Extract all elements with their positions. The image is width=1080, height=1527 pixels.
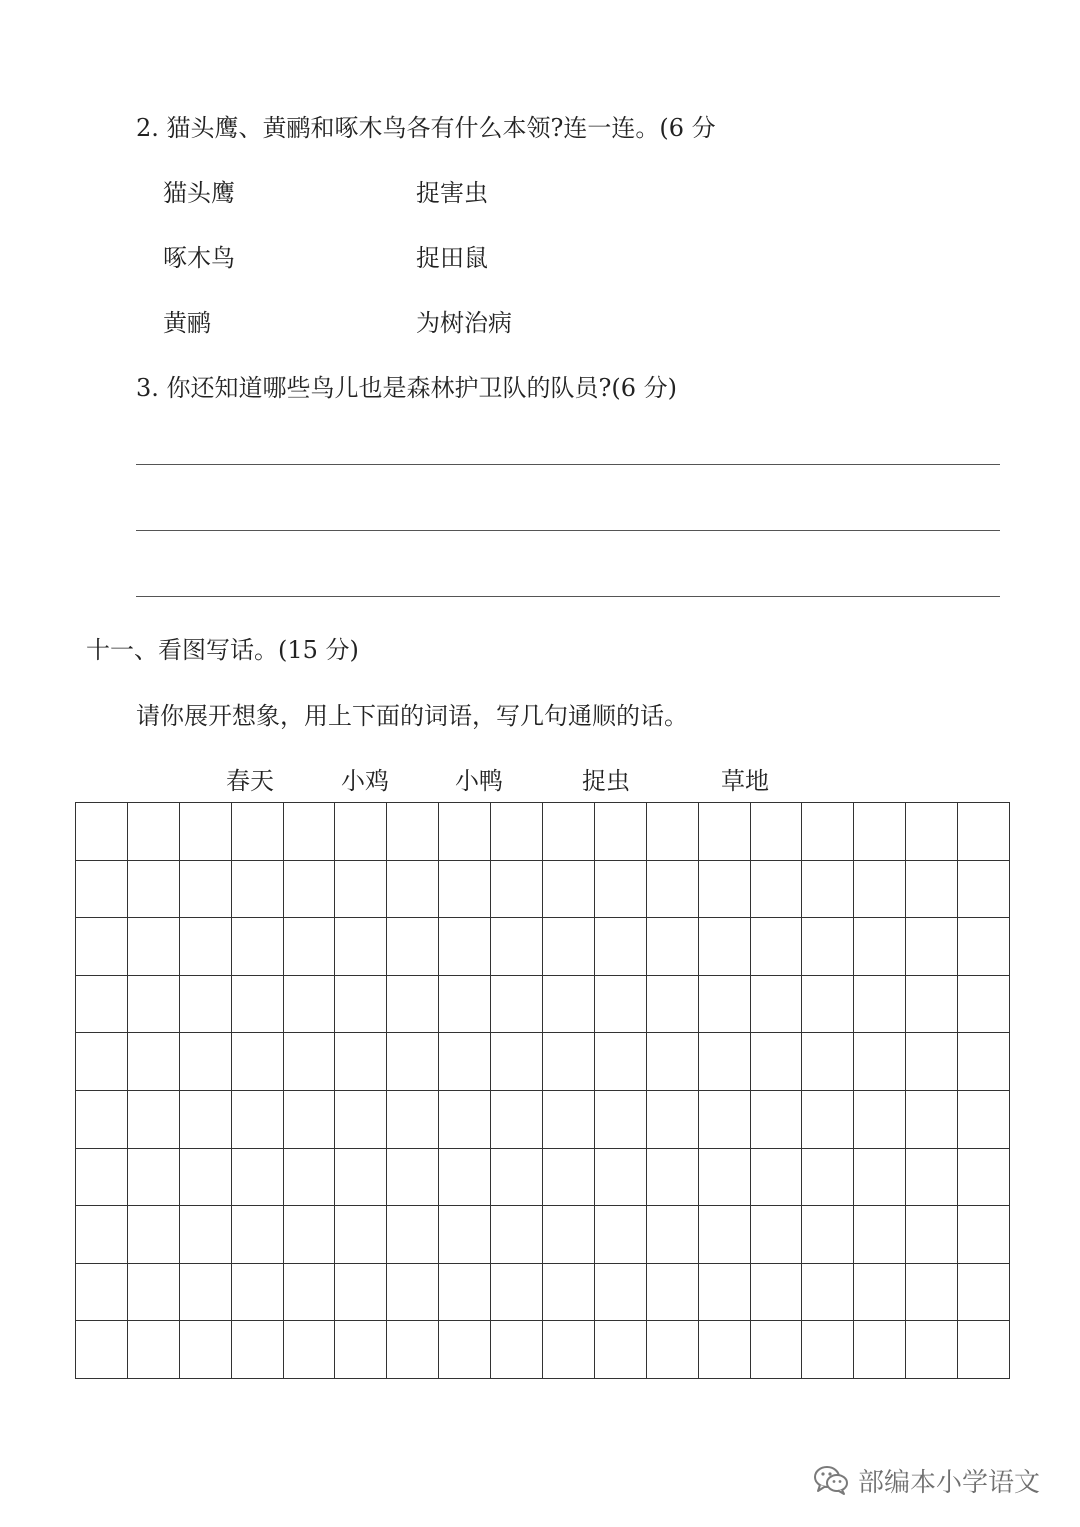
grid-cell[interactable] <box>439 861 491 919</box>
grid-cell[interactable] <box>335 1264 387 1322</box>
grid-cell[interactable] <box>958 861 1010 919</box>
grid-cell[interactable] <box>439 1033 491 1091</box>
grid-cell[interactable] <box>180 1033 232 1091</box>
grid-cell[interactable] <box>439 1264 491 1322</box>
keyword: 小鸡 <box>341 767 389 795</box>
grid-cell[interactable] <box>284 976 336 1034</box>
grid-cell[interactable] <box>958 918 1010 976</box>
grid-cell[interactable] <box>232 1149 284 1207</box>
grid-cell[interactable] <box>906 1091 958 1149</box>
grid-cell[interactable] <box>180 976 232 1034</box>
grid-cell[interactable] <box>958 1264 1010 1322</box>
grid-cell[interactable] <box>595 1033 647 1091</box>
grid-cell[interactable] <box>128 861 180 919</box>
grid-cell[interactable] <box>128 1321 180 1379</box>
grid-cell[interactable] <box>76 1321 128 1379</box>
grid-cell[interactable] <box>699 803 751 861</box>
grid-cell[interactable] <box>335 1149 387 1207</box>
grid-cell[interactable] <box>647 803 699 861</box>
grid-cell[interactable] <box>335 918 387 976</box>
grid-cell[interactable] <box>906 918 958 976</box>
grid-cell[interactable] <box>128 918 180 976</box>
grid-cell[interactable] <box>802 1206 854 1264</box>
grid-cell[interactable] <box>595 1091 647 1149</box>
grid-cell[interactable] <box>906 1206 958 1264</box>
grid-cell[interactable] <box>699 1321 751 1379</box>
grid-cell[interactable] <box>699 1264 751 1322</box>
grid-cell[interactable] <box>699 1033 751 1091</box>
grid-cell[interactable] <box>180 1091 232 1149</box>
grid-cell[interactable] <box>232 1206 284 1264</box>
grid-cell[interactable] <box>284 918 336 976</box>
match-left-item: 啄木鸟 <box>163 244 235 272</box>
grid-cell[interactable] <box>335 1321 387 1379</box>
grid-cell[interactable] <box>76 976 128 1034</box>
grid-cell[interactable] <box>180 803 232 861</box>
watermark-text: 部编本小学语文 <box>858 1467 1041 1498</box>
grid-cell[interactable] <box>595 1206 647 1264</box>
grid-cell[interactable] <box>543 1264 595 1322</box>
match-right-item: 为树治病 <box>416 309 512 337</box>
grid-cell[interactable] <box>439 1206 491 1264</box>
grid-cell[interactable] <box>439 803 491 861</box>
section-11-heading: 十一、看图写话。(15 分) <box>86 636 359 664</box>
grid-cell[interactable] <box>387 976 439 1034</box>
grid-cell[interactable] <box>335 1206 387 1264</box>
grid-cell[interactable] <box>491 1091 543 1149</box>
grid-cell[interactable] <box>751 1091 803 1149</box>
grid-cell[interactable] <box>76 803 128 861</box>
grid-cell[interactable] <box>906 976 958 1034</box>
grid-cell[interactable] <box>854 1206 906 1264</box>
grid-cell[interactable] <box>76 1206 128 1264</box>
grid-cell[interactable] <box>439 976 491 1034</box>
grid-cell[interactable] <box>751 1264 803 1322</box>
grid-cell[interactable] <box>699 861 751 919</box>
grid-cell[interactable] <box>802 1149 854 1207</box>
grid-cell[interactable] <box>751 1149 803 1207</box>
grid-cell[interactable] <box>180 1321 232 1379</box>
grid-cell[interactable] <box>543 976 595 1034</box>
grid-cell[interactable] <box>335 861 387 919</box>
grid-cell[interactable] <box>595 861 647 919</box>
grid-cell[interactable] <box>128 1149 180 1207</box>
answer-line-2[interactable] <box>136 530 1000 531</box>
grid-cell[interactable] <box>543 918 595 976</box>
writing-grid <box>75 802 1010 1379</box>
grid-cell[interactable] <box>387 1033 439 1091</box>
grid-cell[interactable] <box>958 1149 1010 1207</box>
grid-cell[interactable] <box>958 803 1010 861</box>
keyword: 捉虫 <box>582 767 630 795</box>
grid-cell[interactable] <box>491 803 543 861</box>
grid-cell[interactable] <box>854 918 906 976</box>
grid-cell[interactable] <box>128 1264 180 1322</box>
grid-cell[interactable] <box>76 1149 128 1207</box>
grid-cell[interactable] <box>387 803 439 861</box>
grid-cell[interactable] <box>751 976 803 1034</box>
grid-cell[interactable] <box>76 1091 128 1149</box>
grid-cell[interactable] <box>76 1033 128 1091</box>
grid-cell[interactable] <box>284 803 336 861</box>
grid-cell[interactable] <box>128 976 180 1034</box>
grid-cell[interactable] <box>387 1321 439 1379</box>
grid-cell[interactable] <box>491 861 543 919</box>
grid-cell[interactable] <box>802 1091 854 1149</box>
grid-cell[interactable] <box>854 1264 906 1322</box>
grid-cell[interactable] <box>699 918 751 976</box>
grid-cell[interactable] <box>699 1206 751 1264</box>
grid-cell[interactable] <box>854 1091 906 1149</box>
grid-cell[interactable] <box>647 1091 699 1149</box>
answer-line-1[interactable] <box>136 464 1000 465</box>
grid-cell[interactable] <box>595 918 647 976</box>
grid-cell[interactable] <box>76 918 128 976</box>
grid-cell[interactable] <box>335 803 387 861</box>
grid-cell[interactable] <box>543 1033 595 1091</box>
grid-cell[interactable] <box>128 1091 180 1149</box>
answer-line-3[interactable] <box>136 596 1000 597</box>
grid-cell[interactable] <box>802 803 854 861</box>
grid-cell[interactable] <box>232 861 284 919</box>
grid-cell[interactable] <box>699 976 751 1034</box>
grid-cell[interactable] <box>439 1149 491 1207</box>
grid-cell[interactable] <box>595 1264 647 1322</box>
grid-cell[interactable] <box>802 976 854 1034</box>
grid-cell[interactable] <box>647 1033 699 1091</box>
grid-cell[interactable] <box>439 1091 491 1149</box>
grid-cell[interactable] <box>906 803 958 861</box>
match-right-item: 捉害虫 <box>416 179 488 207</box>
grid-cell[interactable] <box>906 1321 958 1379</box>
grid-cell[interactable] <box>854 861 906 919</box>
grid-cell[interactable] <box>439 918 491 976</box>
grid-cell[interactable] <box>647 976 699 1034</box>
grid-cell[interactable] <box>595 1321 647 1379</box>
grid-cell[interactable] <box>906 1264 958 1322</box>
grid-cell[interactable] <box>491 1033 543 1091</box>
grid-cell[interactable] <box>232 1321 284 1379</box>
grid-cell[interactable] <box>854 1321 906 1379</box>
grid-cell[interactable] <box>180 918 232 976</box>
grid-cell[interactable] <box>232 918 284 976</box>
grid-cell[interactable] <box>232 1033 284 1091</box>
section-11-instruction: 请你展开想象，用上下面的词语，写几句通顺的话。 <box>136 702 688 730</box>
grid-cell[interactable] <box>647 1321 699 1379</box>
grid-cell[interactable] <box>491 1321 543 1379</box>
grid-cell[interactable] <box>906 1033 958 1091</box>
grid-cell[interactable] <box>854 976 906 1034</box>
grid-cell[interactable] <box>751 861 803 919</box>
grid-cell[interactable] <box>491 1264 543 1322</box>
grid-cell[interactable] <box>128 1033 180 1091</box>
grid-cell[interactable] <box>76 1264 128 1322</box>
grid-cell[interactable] <box>335 1091 387 1149</box>
grid-cell[interactable] <box>854 1033 906 1091</box>
grid-cell[interactable] <box>543 803 595 861</box>
grid-cell[interactable] <box>751 1206 803 1264</box>
grid-cell[interactable] <box>284 1206 336 1264</box>
grid-cell[interactable] <box>76 861 128 919</box>
grid-cell[interactable] <box>387 1264 439 1322</box>
grid-cell[interactable] <box>647 1206 699 1264</box>
grid-cell[interactable] <box>751 1321 803 1379</box>
grid-cell[interactable] <box>906 1149 958 1207</box>
match-left-item: 猫头鹰 <box>163 179 235 207</box>
grid-cell[interactable] <box>543 1206 595 1264</box>
question-3-title: 3. 你还知道哪些鸟儿也是森林护卫队的队员?(6 分) <box>136 374 678 402</box>
grid-cell[interactable] <box>958 1091 1010 1149</box>
keyword: 小鸭 <box>455 767 503 795</box>
grid-cell[interactable] <box>647 918 699 976</box>
keyword: 草地 <box>721 767 769 795</box>
grid-cell[interactable] <box>958 1321 1010 1379</box>
grid-cell[interactable] <box>491 1206 543 1264</box>
grid-cell[interactable] <box>128 1206 180 1264</box>
grid-cell[interactable] <box>802 1264 854 1322</box>
grid-cell[interactable] <box>491 976 543 1034</box>
grid-cell[interactable] <box>595 1149 647 1207</box>
grid-cell[interactable] <box>232 1264 284 1322</box>
grid-cell[interactable] <box>543 861 595 919</box>
grid-cell[interactable] <box>751 803 803 861</box>
grid-cell[interactable] <box>284 861 336 919</box>
grid-cell[interactable] <box>802 1321 854 1379</box>
grid-cell[interactable] <box>180 1206 232 1264</box>
grid-cell[interactable] <box>491 1149 543 1207</box>
grid-cell[interactable] <box>284 1321 336 1379</box>
grid-cell[interactable] <box>802 1033 854 1091</box>
grid-cell[interactable] <box>802 861 854 919</box>
grid-cell[interactable] <box>232 803 284 861</box>
wechat-icon <box>812 1464 850 1496</box>
grid-cell[interactable] <box>335 1033 387 1091</box>
grid-cell[interactable] <box>128 803 180 861</box>
grid-cell[interactable] <box>180 1149 232 1207</box>
grid-cell[interactable] <box>958 1206 1010 1264</box>
grid-cell[interactable] <box>284 1091 336 1149</box>
grid-cell[interactable] <box>387 1149 439 1207</box>
grid-cell[interactable] <box>232 1091 284 1149</box>
grid-cell[interactable] <box>906 861 958 919</box>
grid-cell[interactable] <box>595 803 647 861</box>
grid-cell[interactable] <box>387 918 439 976</box>
grid-cell[interactable] <box>284 1033 336 1091</box>
match-left-item: 黄鹂 <box>163 309 211 337</box>
grid-cell[interactable] <box>854 803 906 861</box>
grid-cell[interactable] <box>543 1321 595 1379</box>
grid-cell[interactable] <box>854 1149 906 1207</box>
grid-cell[interactable] <box>699 1149 751 1207</box>
grid-cell[interactable] <box>647 1264 699 1322</box>
grid-cell[interactable] <box>232 976 284 1034</box>
grid-cell[interactable] <box>647 1149 699 1207</box>
watermark <box>812 1462 1040 1498</box>
grid-cell[interactable] <box>180 861 232 919</box>
grid-cell[interactable] <box>335 976 387 1034</box>
grid-cell[interactable] <box>699 1091 751 1149</box>
keyword: 春天 <box>226 767 274 795</box>
grid-cell[interactable] <box>284 1149 336 1207</box>
match-right-item: 捉田鼠 <box>416 244 488 272</box>
question-2-title: 2. 猫头鹰、黄鹂和啄木鸟各有什么本领?连一连。(6 分 <box>136 114 716 142</box>
grid-cell[interactable] <box>543 1149 595 1207</box>
grid-cell[interactable] <box>180 1264 232 1322</box>
grid-cell[interactable] <box>802 918 854 976</box>
grid-cell[interactable] <box>958 976 1010 1034</box>
grid-cell[interactable] <box>543 1091 595 1149</box>
grid-cell[interactable] <box>958 1033 1010 1091</box>
grid-cell[interactable] <box>284 1264 336 1322</box>
grid-cell[interactable] <box>647 861 699 919</box>
grid-cell[interactable] <box>439 1321 491 1379</box>
grid-cell[interactable] <box>751 1033 803 1091</box>
grid-cell[interactable] <box>387 1091 439 1149</box>
grid-cell[interactable] <box>595 976 647 1034</box>
grid-cell[interactable] <box>387 1206 439 1264</box>
grid-cell[interactable] <box>751 918 803 976</box>
grid-cell[interactable] <box>387 861 439 919</box>
grid-cell[interactable] <box>491 918 543 976</box>
